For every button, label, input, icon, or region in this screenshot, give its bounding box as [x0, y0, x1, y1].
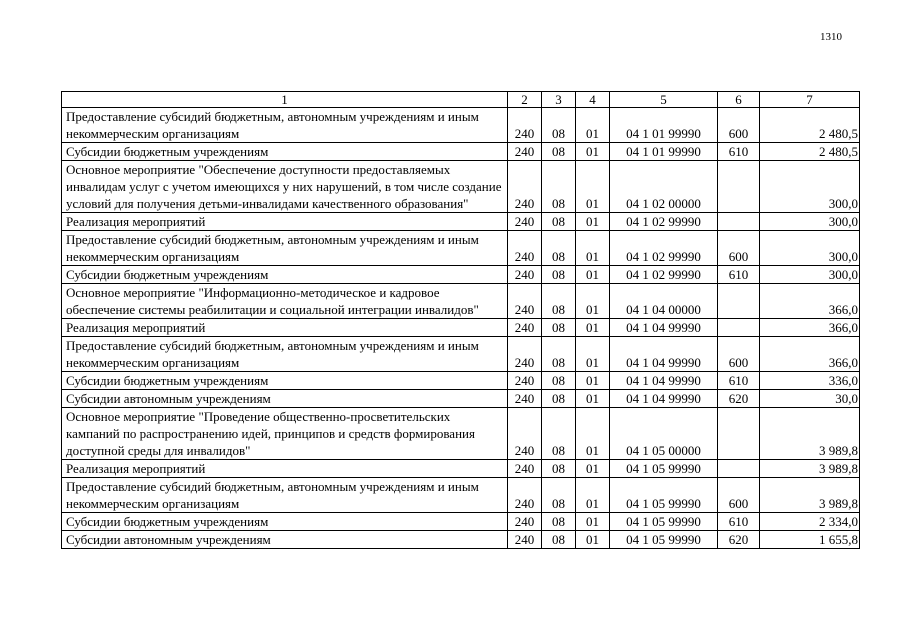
row-subsection-cell: 01: [576, 513, 610, 531]
row-name-cell: Основное мероприятие "Обеспечение доступности предоставляемых инвалидам услуг с учетом имеющихся у них нарушений, в том числе создание условий для получения детьми-инвалидами качественного образования": [62, 161, 508, 213]
row-code-cell: 240: [508, 460, 542, 478]
row-name-cell: Субсидии бюджетным учреждениям: [62, 372, 508, 390]
table-row: [62, 319, 860, 337]
row-amount-cell: 366,0: [760, 284, 860, 319]
row-amount-cell: 1 655,8: [760, 531, 860, 549]
column-header: 4: [576, 92, 610, 108]
table-row: [62, 143, 860, 161]
row-target-article-cell: 04 1 02 00000: [610, 161, 718, 213]
row-expense-type-cell: 620: [718, 390, 760, 408]
row-section-cell: 08: [542, 337, 576, 372]
row-target-article-cell: 04 1 01 99990: [610, 143, 718, 161]
column-header: 6: [718, 92, 760, 108]
table-row: [62, 478, 860, 513]
row-section-cell: 08: [542, 143, 576, 161]
row-code-cell: 240: [508, 372, 542, 390]
column-header: 3: [542, 92, 576, 108]
row-target-article-cell: 04 1 04 00000: [610, 284, 718, 319]
page-number: 1310: [820, 31, 842, 43]
row-amount-cell: 300,0: [760, 161, 860, 213]
table-row: [62, 372, 860, 390]
row-section-cell: 08: [542, 390, 576, 408]
row-name-cell: Предоставление субсидий бюджетным, автономным учреждениям и иным некоммерческим организациям: [62, 337, 508, 372]
row-amount-cell: 30,0: [760, 390, 860, 408]
row-name-cell: Основное мероприятие "Информационно-методическое и кадровое обеспечение системы реабилитации и социальной интеграции инвалидов": [62, 284, 508, 319]
budget-table: [61, 91, 860, 549]
row-expense-type-cell: [718, 161, 760, 213]
row-code-cell: 240: [508, 143, 542, 161]
row-code-cell: 240: [508, 231, 542, 266]
row-expense-type-cell: [718, 213, 760, 231]
table-row: [62, 531, 860, 549]
row-subsection-cell: 01: [576, 231, 610, 266]
row-amount-cell: 2 334,0: [760, 513, 860, 531]
table-row: [62, 161, 860, 213]
row-subsection-cell: 01: [576, 337, 610, 372]
row-name-cell: Субсидии автономным учреждениям: [62, 390, 508, 408]
row-amount-cell: 300,0: [760, 231, 860, 266]
row-target-article-cell: 04 1 05 99990: [610, 531, 718, 549]
row-section-cell: 08: [542, 319, 576, 337]
table-row: [62, 513, 860, 531]
row-name-cell: Субсидии бюджетным учреждениям: [62, 143, 508, 161]
row-subsection-cell: 01: [576, 108, 610, 143]
row-amount-cell: 366,0: [760, 337, 860, 372]
row-code-cell: 240: [508, 337, 542, 372]
row-code-cell: 240: [508, 284, 542, 319]
table-row: [62, 213, 860, 231]
row-expense-type-cell: [718, 319, 760, 337]
row-subsection-cell: 01: [576, 531, 610, 549]
row-code-cell: 240: [508, 531, 542, 549]
row-name-cell: Основное мероприятие "Проведение общественно-просветительских кампаний по распространению идей, принципов и средств формирования доступной среды для инвалидов": [62, 408, 508, 460]
row-section-cell: 08: [542, 108, 576, 143]
row-amount-cell: 2 480,5: [760, 143, 860, 161]
row-code-cell: 240: [508, 161, 542, 213]
row-name-cell: Предоставление субсидий бюджетным, автономным учреждениям и иным некоммерческим организациям: [62, 231, 508, 266]
row-amount-cell: 2 480,5: [760, 108, 860, 143]
row-subsection-cell: 01: [576, 408, 610, 460]
row-expense-type-cell: 620: [718, 531, 760, 549]
table-header-row: [62, 92, 860, 108]
row-amount-cell: 3 989,8: [760, 460, 860, 478]
row-subsection-cell: 01: [576, 460, 610, 478]
row-section-cell: 08: [542, 531, 576, 549]
row-target-article-cell: 04 1 04 99990: [610, 319, 718, 337]
row-name-cell: Субсидии бюджетным учреждениям: [62, 513, 508, 531]
row-section-cell: 08: [542, 513, 576, 531]
row-name-cell: Предоставление субсидий бюджетным, автономным учреждениям и иным некоммерческим организациям: [62, 108, 508, 143]
row-section-cell: 08: [542, 161, 576, 213]
row-name-cell: Реализация мероприятий: [62, 213, 508, 231]
row-name-cell: Предоставление субсидий бюджетным, автономным учреждениям и иным некоммерческим организациям: [62, 478, 508, 513]
row-section-cell: 08: [542, 408, 576, 460]
row-section-cell: 08: [542, 213, 576, 231]
table-row: [62, 337, 860, 372]
row-subsection-cell: 01: [576, 284, 610, 319]
row-name-cell: Субсидии автономным учреждениям: [62, 531, 508, 549]
row-subsection-cell: 01: [576, 266, 610, 284]
table-row: [62, 231, 860, 266]
row-subsection-cell: 01: [576, 319, 610, 337]
row-name-cell: Реализация мероприятий: [62, 460, 508, 478]
row-target-article-cell: 04 1 02 99990: [610, 213, 718, 231]
row-subsection-cell: 01: [576, 161, 610, 213]
row-subsection-cell: 01: [576, 390, 610, 408]
row-expense-type-cell: 600: [718, 108, 760, 143]
row-subsection-cell: 01: [576, 478, 610, 513]
row-expense-type-cell: 610: [718, 372, 760, 390]
row-code-cell: 240: [508, 108, 542, 143]
row-subsection-cell: 01: [576, 372, 610, 390]
table-row: [62, 284, 860, 319]
row-target-article-cell: 04 1 05 00000: [610, 408, 718, 460]
row-target-article-cell: 04 1 01 99990: [610, 108, 718, 143]
row-amount-cell: 366,0: [760, 319, 860, 337]
row-expense-type-cell: 600: [718, 231, 760, 266]
row-expense-type-cell: [718, 284, 760, 319]
table-row: [62, 408, 860, 460]
row-section-cell: 08: [542, 460, 576, 478]
row-target-article-cell: 04 1 05 99990: [610, 478, 718, 513]
row-target-article-cell: 04 1 05 99990: [610, 513, 718, 531]
row-code-cell: 240: [508, 319, 542, 337]
row-expense-type-cell: 610: [718, 513, 760, 531]
row-code-cell: 240: [508, 390, 542, 408]
row-code-cell: 240: [508, 513, 542, 531]
row-target-article-cell: 04 1 02 99990: [610, 266, 718, 284]
table-row: [62, 108, 860, 143]
row-section-cell: 08: [542, 478, 576, 513]
row-amount-cell: 300,0: [760, 213, 860, 231]
row-code-cell: 240: [508, 213, 542, 231]
row-amount-cell: 3 989,8: [760, 478, 860, 513]
row-target-article-cell: 04 1 04 99990: [610, 372, 718, 390]
row-amount-cell: 300,0: [760, 266, 860, 284]
table-body: [62, 108, 860, 549]
row-section-cell: 08: [542, 266, 576, 284]
row-expense-type-cell: 600: [718, 478, 760, 513]
column-header: 5: [610, 92, 718, 108]
row-expense-type-cell: [718, 408, 760, 460]
row-expense-type-cell: 610: [718, 143, 760, 161]
row-name-cell: Реализация мероприятий: [62, 319, 508, 337]
column-header: 2: [508, 92, 542, 108]
row-name-cell: Субсидии бюджетным учреждениям: [62, 266, 508, 284]
row-amount-cell: 3 989,8: [760, 408, 860, 460]
row-target-article-cell: 04 1 04 99990: [610, 390, 718, 408]
row-expense-type-cell: [718, 460, 760, 478]
row-subsection-cell: 01: [576, 143, 610, 161]
row-code-cell: 240: [508, 266, 542, 284]
row-expense-type-cell: 610: [718, 266, 760, 284]
row-code-cell: 240: [508, 478, 542, 513]
table-row: [62, 266, 860, 284]
table-row: [62, 390, 860, 408]
column-header: 7: [760, 92, 860, 108]
row-section-cell: 08: [542, 231, 576, 266]
table-row: [62, 460, 860, 478]
row-target-article-cell: 04 1 05 99990: [610, 460, 718, 478]
row-target-article-cell: 04 1 04 99990: [610, 337, 718, 372]
row-code-cell: 240: [508, 408, 542, 460]
row-expense-type-cell: 600: [718, 337, 760, 372]
row-section-cell: 08: [542, 372, 576, 390]
row-subsection-cell: 01: [576, 213, 610, 231]
row-section-cell: 08: [542, 284, 576, 319]
column-header: 1: [62, 92, 508, 108]
row-amount-cell: 336,0: [760, 372, 860, 390]
row-target-article-cell: 04 1 02 99990: [610, 231, 718, 266]
